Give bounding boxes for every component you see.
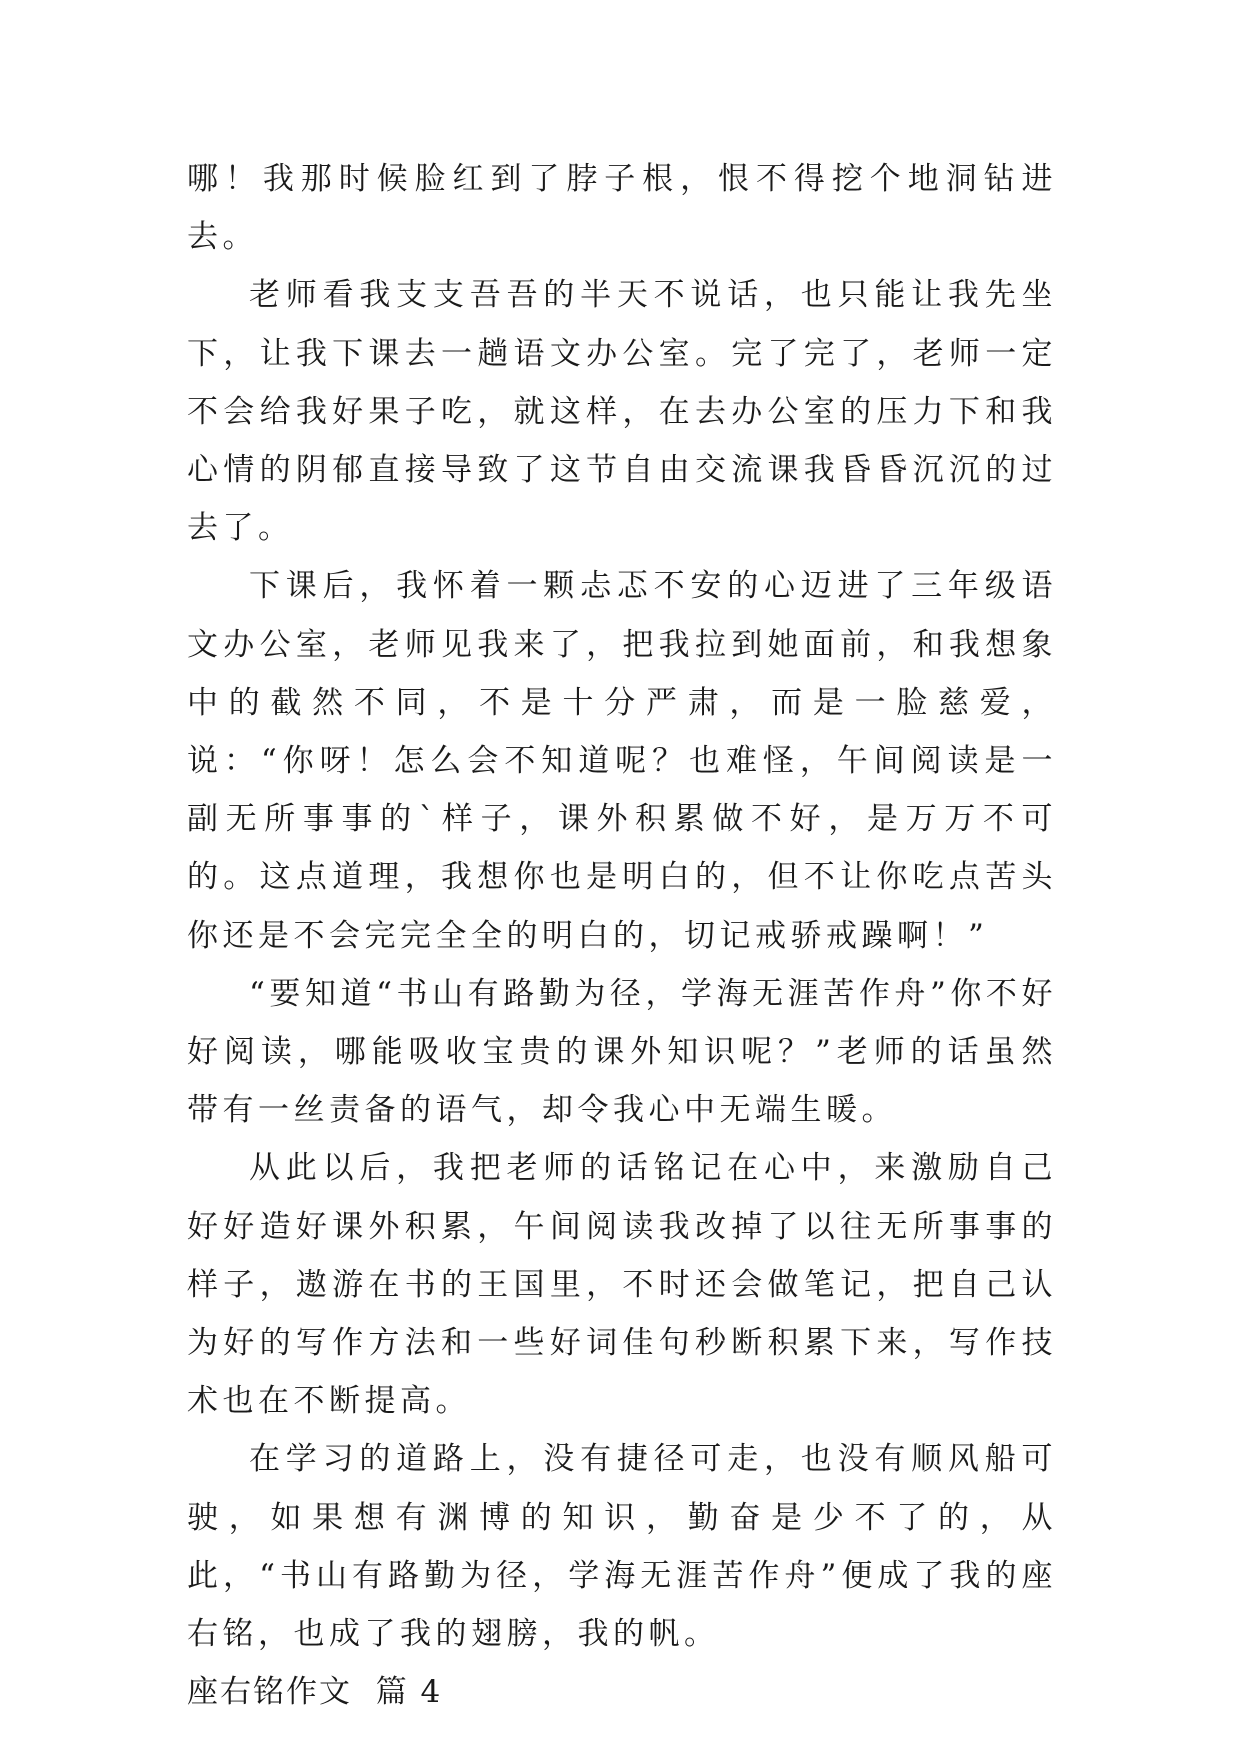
section-heading: 座右铭作文 篇 4 [187,1674,443,1711]
paragraph: “要知道“书山有路勤为径，学海无涯苦作舟”你不好好阅读，哪能吸收宝贵的课外知识呢？”老师的话虽然带有一丝责备的语气，却令我心中无端生暖。 [187,975,1057,1129]
paragraph: 在学习的道路上，没有捷径可走，也没有顺风船可驶，如果想有渊博的知识，勤奋是少不了的，从此，“书山有路勤为径，学海无涯苦作舟”便成了我的座右铭，也成了我的翅膀，我的帆。 [187,1441,1057,1653]
paragraph-continuation: 哪！我那时候脸红到了脖子根，恨不得挖个地洞钻进去。 [187,161,1057,256]
paragraph: 从此以后，我把老师的话铭记在心中，来激励自己好好造好课外积累，午间阅读我改掉了以往无所事事的样子，遨游在书的王国里，不时还会做笔记，把自己认为好的写作方法和一些好词佳句秒断积累下来，写作技术也在不断提高。 [187,1150,1057,1420]
paragraph: 下课后，我怀着一颗忐忑不安的心迈进了三年级语文办公室，老师见我来了，把我拉到她面前，和我想象中的截然不同，不是十分严肃，而是一脸慈爱，说：“你呀！怎么会不知道呢？也难怪，午间阅读是一副无所事事的`样子，课外积累做不好，是万万不可的。这点道理，我想你也是明白的，但不让你吃点苦头你还是不会完完全全的明白的，切记戒骄戒躁啊！” [187,568,1057,954]
paragraph: 老师看我支支吾吾的半天不说话，也只能让我先坐下，让我下课去一趟语文办公室。完了完了，老师一定不会给我好果子吃，就这样，在去办公室的压力下和我心情的阴郁直接导致了这节自由交流课我昏昏沉沉的过去了。 [187,277,1057,547]
document-body [187,150,1057,1721]
